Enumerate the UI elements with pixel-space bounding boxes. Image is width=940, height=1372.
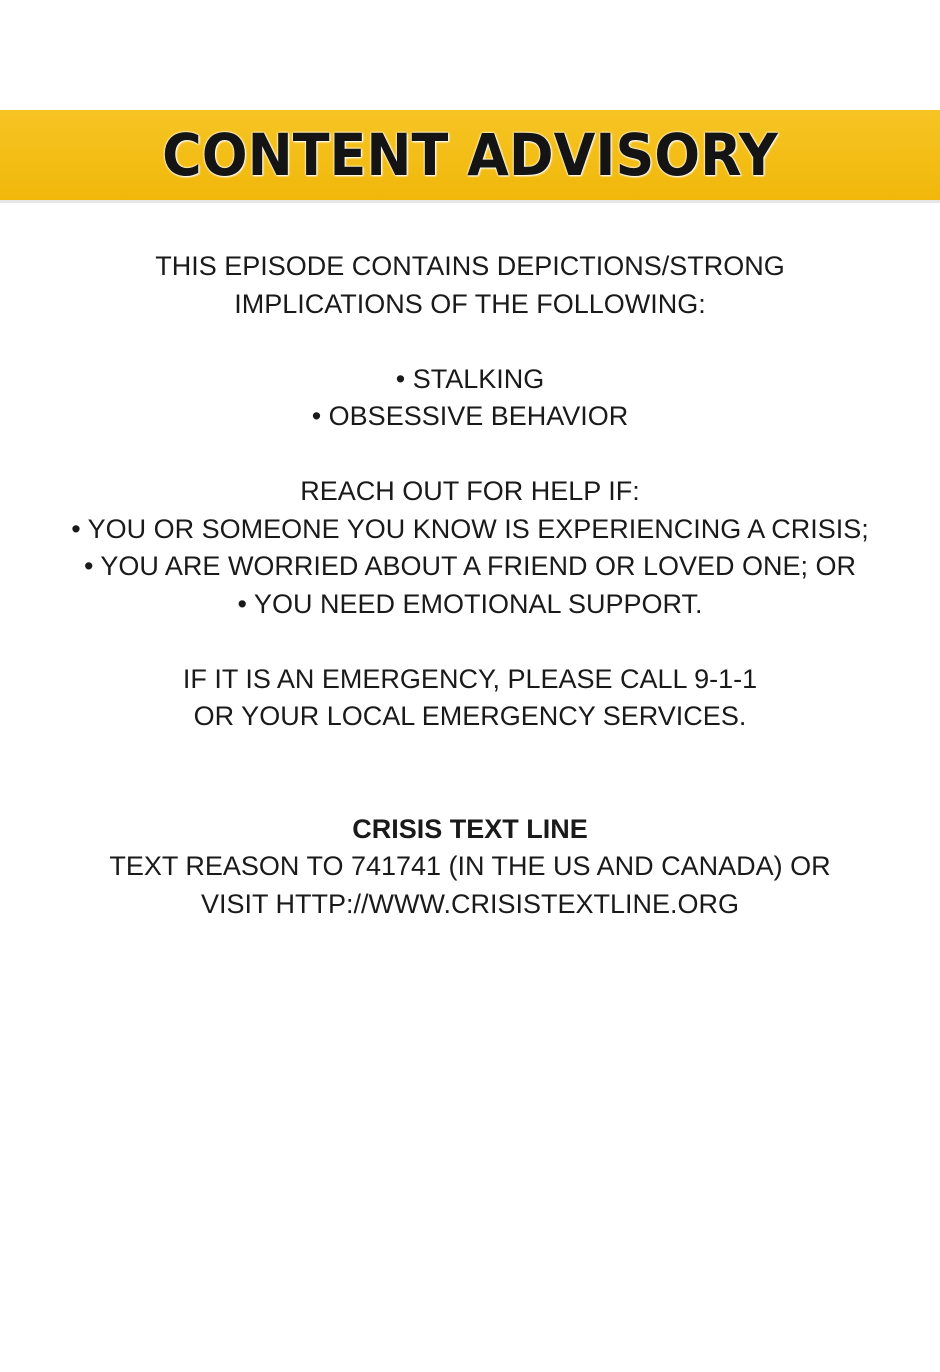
help-item: • YOU NEED EMOTIONAL SUPPORT.	[237, 588, 703, 619]
crisis-line-1: TEXT REASON TO 741741 (IN THE US AND CANADA) OR	[109, 851, 831, 881]
intro-line-2: IMPLICATIONS OF THE FOLLOWING:	[234, 288, 706, 319]
help-heading: REACH OUT FOR HELP IF:	[300, 476, 640, 506]
intro-line-1: THIS EPISODE CONTAINS DEPICTIONS/STRONG	[155, 251, 785, 281]
crisis-line-2: VISIT HTTP://WWW.CRISISTEXTLINE.ORG	[200, 888, 740, 919]
emergency-line-2: OR YOUR LOCAL EMERGENCY SERVICES.	[193, 701, 747, 731]
advisory-banner	[0, 110, 940, 203]
emergency-line-1: IF IT IS AN EMERGENCY, PLEASE CALL 9-1-1	[182, 663, 758, 694]
crisis-title: CRISIS TEXT LINE	[352, 813, 588, 844]
help-item: • YOU ARE WORRIED ABOUT A FRIEND OR LOVED ONE; OR	[83, 551, 857, 581]
topic-item: • STALKING	[395, 363, 545, 394]
advisory-title: CONTENT ADVISORY	[162, 121, 778, 189]
advisory-content	[0, 248, 940, 923]
topic-item: • OBSESSIVE BEHAVIOR	[311, 401, 629, 431]
help-item: • YOU OR SOMEONE YOU KNOW IS EXPERIENCING A CRISIS;	[71, 513, 869, 544]
